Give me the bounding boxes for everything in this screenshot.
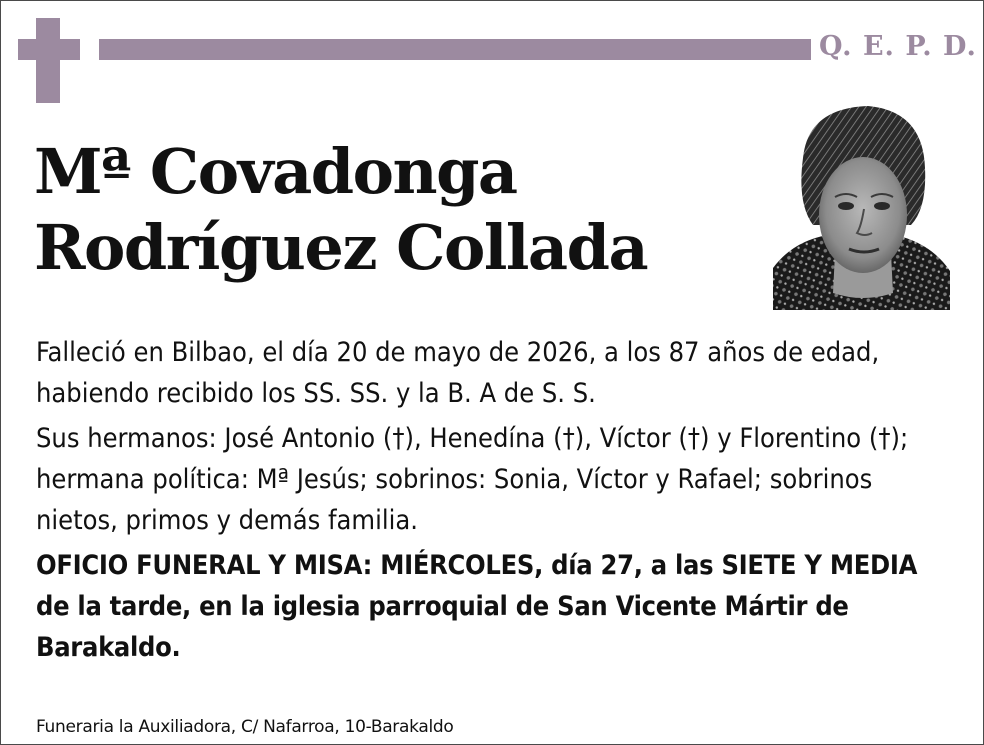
death-announcement: Falleció en Bilbao, el día 20 de mayo de 2026, a los 87 años de edad, habiendo recibido los SS. SS. y la B. A de S. S. [36,337,880,409]
qepd-label: Q. E. P. D. [819,31,977,62]
name-line-2: Rodríguez Collada [34,211,648,284]
family-list: Sus hermanos: José Antonio (†), Henedína (†), Víctor (†) y Florentino (†); hermana política: Mª Jesús; sobrinos: Sonia, Víctor y Rafael; sobrinos nietos, primos y demás familia. [36,423,909,536]
cross-icon-bar [18,39,80,60]
portrait-photo [773,103,950,310]
notice-body [36,332,951,672]
name-line-1: Mª Covadonga [34,135,517,208]
header-rule [99,39,811,60]
cross-icon [36,18,60,103]
deceased-name [34,134,647,286]
funeral-home: Funeraria la Auxiliadora, C/ Nafarroa, 10-Barakaldo [36,717,454,737]
funeral-service-details: OFICIO FUNERAL Y MISA: MIÉRCOLES, día 27, a las SIETE Y MEDIA de la tarde, en la iglesia parroquial de San Vicente Mártir de Barakaldo. [36,550,918,663]
